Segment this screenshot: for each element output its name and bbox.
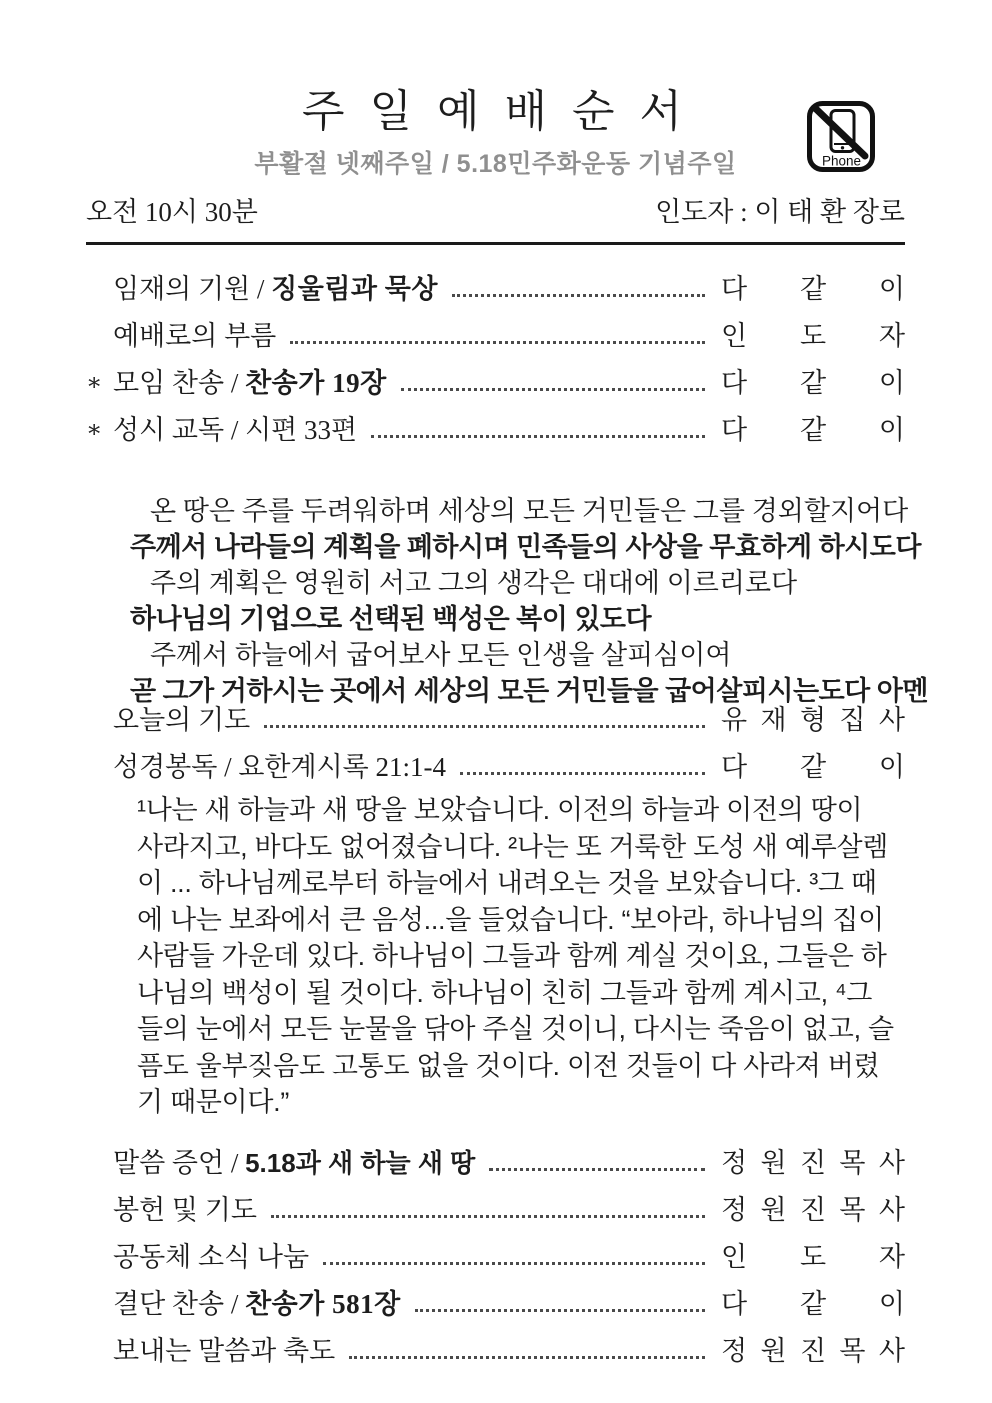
item-role: 다 같 이 (721, 1288, 905, 1319)
item-emphasis: 징울림과 묵상 (271, 274, 438, 305)
standing-marker: ∗ (86, 370, 103, 397)
psalm-line-text: 주의 계획은 영원히 서고 그의 생각은 대대에 이르리로다 (150, 568, 798, 599)
page-title: 주 일 예 배 순 서 (301, 87, 690, 136)
psalm-line-text: 주께서 하늘에서 굽어보사 모든 인생을 살피심이여 (150, 640, 732, 671)
dotted-leader (349, 1356, 705, 1359)
order-section-opening (86, 259, 905, 447)
scripture-passage: ¹나는 새 하늘과 새 땅을 보았습니다. 이전의 하늘과 이전의 땅이 사라지고, 바다도 없어졌습니다. ²나는 또 거룩한 도성 새 예루살렘이 ... 하나님께로부터 하늘에서 내려오는 것을 보았습니다. ³그 때에 나는 보좌에서 큰 음성...을 들었습니다. “보아라, 하나님의 집이 사람들 가운데 있다. 하나님이 그들과 함께 계실 것이요, 그들은 하나님의 백성이 될 것이다. 하나님이 친히 그들과 함께 계시고, ⁴그들의 눈에서 모든 눈물을 닦아 주실 것이니, 다시는 죽음이 없고, 슬픔도 울부짖음도 고통도 없을 것이다. 이전 것들이 다 사라져 버렸기 때문이다.” (137, 795, 894, 1118)
order-item-row (86, 1321, 905, 1368)
order-item-row (86, 737, 905, 784)
item-label: 모임 찬송 / (113, 368, 246, 399)
dotted-leader (452, 294, 705, 297)
item-emphasis: 찬송가 581장 (245, 1288, 401, 1319)
item-label: 봉헌 및 기도 (113, 1194, 257, 1225)
item-label: 보내는 말씀과 축도 (113, 1335, 336, 1366)
item-role: 다 같 이 (721, 274, 905, 305)
dotted-leader (489, 1168, 705, 1171)
item-label: 말씀 증언 / (113, 1147, 246, 1178)
psalm-line-text: 하나님의 기업으로 선택된 백성은 복이 있도다 (130, 604, 652, 635)
phone-icon-label: Phone (821, 153, 862, 169)
item-role: 정 원 진 목 사 (721, 1194, 905, 1225)
standing-marker: ∗ (86, 417, 103, 444)
item-label: 결단 찬송 / (113, 1288, 246, 1319)
dotted-leader (401, 388, 705, 391)
dotted-leader (264, 725, 705, 728)
phone-home-dot (841, 146, 844, 149)
item-role: 다 같 이 (721, 368, 905, 399)
item-role: 다 같 이 (721, 752, 905, 783)
order-section-closing (86, 1133, 905, 1368)
item-role: 유 재 형 집 사 (721, 705, 905, 736)
psalm-reading (102, 460, 928, 707)
no-phone-icon (806, 100, 876, 174)
item-role: 인 도 자 (721, 1241, 905, 1272)
item-label: 성경봉독 / 요한계시록 21:1-4 (113, 752, 446, 783)
psalm-line-text: 곧 그가 거하시는 곳에서 세상의 모든 거민들을 굽어살피시는도다 아멘 (130, 676, 928, 707)
item-role: 정 원 진 목 사 (721, 1335, 905, 1366)
service-time: 오전 10시 30분 (86, 197, 258, 228)
slash-line (815, 108, 865, 156)
item-role: 다 같 이 (721, 415, 905, 446)
dotted-leader (371, 435, 705, 438)
dotted-leader (323, 1262, 705, 1265)
psalm-line-text: 주께서 나라들의 계획을 폐하시며 민족들의 사상을 무효하게 하시도다 (130, 532, 921, 563)
item-role: 정 원 진 목 사 (721, 1147, 905, 1178)
item-label: 임재의 기원 / (113, 274, 272, 305)
service-subtitle: 부활절 넷째주일 / 5.18민주화운동 기념주일 (254, 150, 737, 179)
item-label: 공동체 소식 나눔 (113, 1241, 310, 1272)
order-item-row (86, 1180, 905, 1227)
order-item-row (86, 1274, 905, 1321)
order-item-row (86, 1133, 905, 1180)
psalm-line-text: 온 땅은 주를 두려워하며 세상의 모든 거민들은 그를 경외할지어다 (150, 496, 909, 527)
dotted-leader (290, 341, 705, 344)
dotted-leader (271, 1215, 705, 1218)
header-divider (86, 242, 905, 245)
order-item-row (86, 306, 905, 353)
item-label: 오늘의 기도 (113, 705, 251, 736)
order-item-row (86, 353, 905, 400)
psalm-line (102, 460, 909, 527)
order-item-row (86, 1227, 905, 1274)
dotted-leader (460, 772, 705, 775)
item-label: 예배로의 부름 (113, 321, 277, 352)
item-label: 성시 교독 / 시편 33편 (113, 415, 358, 446)
item-emphasis: 찬송가 19장 (245, 368, 387, 399)
item-emphasis: 5.18과 새 하늘 새 땅 (245, 1147, 476, 1178)
item-role: 인 도 자 (721, 321, 905, 352)
order-item-row (86, 259, 905, 306)
dotted-leader (415, 1309, 705, 1312)
service-leader: 인도자 : 이 태 환 장로 (655, 197, 905, 228)
order-item-row (86, 400, 905, 447)
service-info-row (86, 195, 905, 229)
